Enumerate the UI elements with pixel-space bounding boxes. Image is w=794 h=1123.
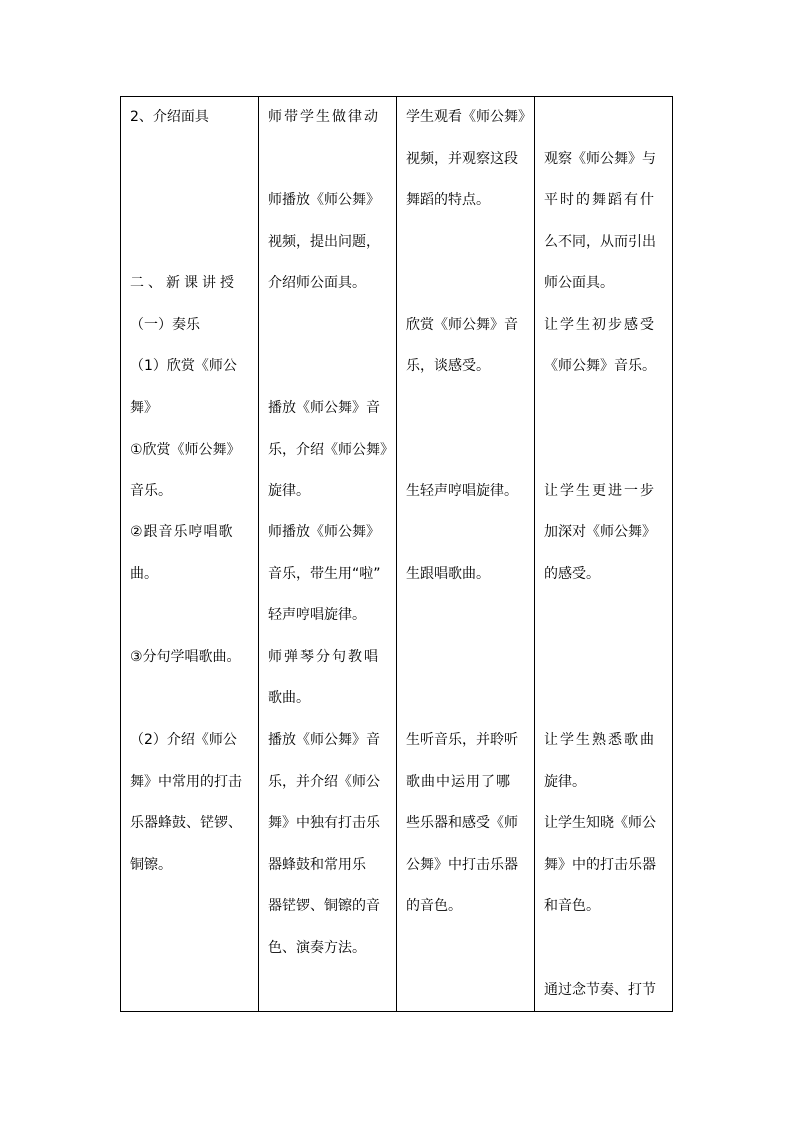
intent-text: 观察《师公舞》与 bbox=[544, 151, 656, 167]
step-text: ③分句学唱歌曲。 bbox=[130, 649, 241, 665]
section-heading: 二、新课讲授 bbox=[130, 275, 238, 291]
column-steps bbox=[130, 97, 254, 1011]
student-text: 视频，并观察这段 bbox=[406, 151, 518, 167]
student-text: 乐，谈感受。 bbox=[406, 358, 490, 374]
teacher-text: 师带学生做律动 bbox=[268, 109, 380, 125]
student-text: 公舞》中打击乐器 bbox=[406, 857, 518, 873]
teacher-text: 乐，介绍《师公舞》 bbox=[268, 442, 394, 458]
intent-text: 师公面具。 bbox=[544, 275, 614, 291]
column-divider bbox=[534, 97, 535, 1011]
intent-text: 平时的舞蹈有什 bbox=[544, 192, 656, 208]
step-text: 乐器蜂鼓、铓锣、 bbox=[130, 815, 242, 831]
student-text: 些乐器和感受《师 bbox=[406, 815, 518, 831]
intent-text: 么不同，从而引出 bbox=[544, 234, 656, 250]
step-text: （2）介绍《师公 bbox=[130, 732, 237, 748]
intent-text: 《师公舞》音乐。 bbox=[544, 358, 656, 374]
teacher-text: 器铓锣、铜镲的音 bbox=[268, 898, 380, 914]
teacher-text: 舞》中独有打击乐 bbox=[268, 815, 380, 831]
step-text: ②跟音乐哼唱歌 bbox=[130, 524, 234, 540]
step-text: ①欣赏《师公舞》 bbox=[130, 442, 241, 458]
step-text: （一）奏乐 bbox=[130, 317, 200, 333]
student-text: 的音色。 bbox=[406, 898, 462, 914]
teacher-text: 师弹琴分句教唱 bbox=[268, 649, 380, 665]
intent-text: 加深对《师公舞》 bbox=[544, 524, 656, 540]
lesson-plan-table bbox=[120, 96, 673, 1012]
teacher-text: 旋律。 bbox=[268, 483, 310, 499]
teacher-text: 色、演奏方法。 bbox=[268, 940, 366, 956]
teacher-text: 轻声哼唱旋律。 bbox=[268, 607, 366, 623]
teacher-text: 器蜂鼓和常用乐 bbox=[268, 857, 366, 873]
teacher-text: 视频，提出问题， bbox=[268, 234, 380, 250]
column-student-activity bbox=[406, 97, 530, 1011]
step-text: 2、介绍面具 bbox=[130, 109, 209, 125]
teacher-text: 歌曲。 bbox=[268, 690, 310, 706]
student-text: 学生观看《师公舞》 bbox=[406, 109, 532, 125]
student-text: 生听音乐，并聆听 bbox=[406, 732, 518, 748]
student-text: 生跟唱歌曲。 bbox=[406, 566, 490, 582]
column-teacher-activity bbox=[268, 97, 392, 1011]
intent-text: 让学生初步感受 bbox=[544, 317, 656, 333]
student-text: 欣赏《师公舞》音 bbox=[406, 317, 518, 333]
teacher-text: 师播放《师公舞》 bbox=[268, 524, 380, 540]
intent-text: 让学生更进一步 bbox=[544, 483, 656, 499]
intent-text: 让学生知晓《师公 bbox=[544, 815, 656, 831]
column-divider bbox=[396, 97, 397, 1011]
step-text: （1）欣赏《师公 bbox=[130, 358, 237, 374]
intent-text: 舞》中的打击乐器 bbox=[544, 857, 656, 873]
teacher-text: 播放《师公舞》音 bbox=[268, 400, 380, 416]
step-text: 铜镲。 bbox=[130, 857, 172, 873]
student-text: 生轻声哼唱旋律。 bbox=[406, 483, 518, 499]
teacher-text: 师播放《师公舞》 bbox=[268, 192, 380, 208]
column-divider bbox=[258, 97, 259, 1011]
teacher-text: 乐，并介绍《师公 bbox=[268, 774, 380, 790]
teacher-text: 介绍师公面具。 bbox=[268, 275, 366, 291]
intent-text: 和音色。 bbox=[544, 898, 600, 914]
student-text: 歌曲中运用了哪 bbox=[406, 774, 511, 790]
intent-text: 旋律。 bbox=[544, 774, 586, 790]
step-text: 舞》 bbox=[130, 400, 158, 416]
intent-text: 让学生熟悉歌曲 bbox=[544, 732, 656, 748]
step-text: 曲。 bbox=[130, 566, 158, 582]
student-text: 舞蹈的特点。 bbox=[406, 192, 490, 208]
step-text: 音乐。 bbox=[130, 483, 172, 499]
intent-text: 的感受。 bbox=[544, 566, 600, 582]
step-text: 舞》中常用的打击 bbox=[130, 774, 242, 790]
intent-text: 通过念节奏、打节 bbox=[544, 982, 656, 998]
teacher-text: 音乐，带生用“啦” bbox=[268, 566, 381, 582]
column-design-intent bbox=[544, 97, 670, 1011]
teacher-text: 播放《师公舞》音 bbox=[268, 732, 380, 748]
